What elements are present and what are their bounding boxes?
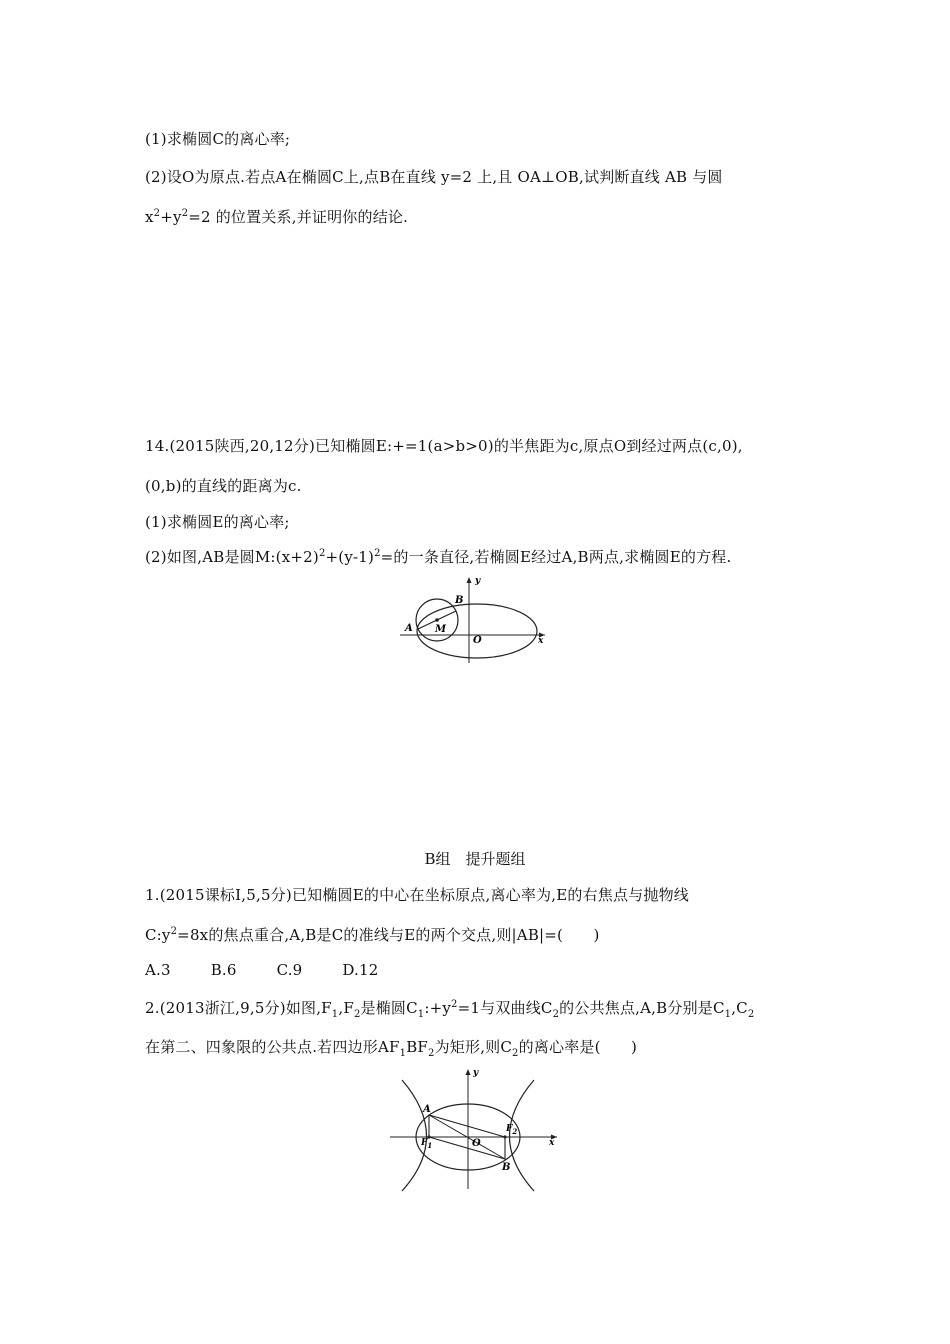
label-y: y bbox=[473, 1068, 479, 1078]
problem-14-question-2: (2)如图,AB是圆$M:(x+2)^2+(y-1)^2=$的一条直径,若椭圆E经过A,B两点,求椭圆E的方程. bbox=[145, 548, 732, 566]
y-axis-arrow bbox=[467, 577, 472, 583]
label-y: y bbox=[475, 576, 481, 586]
option-a: A.3 bbox=[145, 961, 171, 979]
label-O: O bbox=[472, 1138, 481, 1149]
label-M: M bbox=[435, 624, 447, 635]
problem-14-line-1: 14.(2015陕西,20,12分)已知椭圆E:+=1(a>b>0)的半焦距为c,原点O到经过两点(c,0), bbox=[145, 437, 743, 455]
label-A: A bbox=[423, 1104, 431, 1115]
label-O: O bbox=[473, 635, 482, 646]
label-B: B bbox=[502, 1162, 511, 1173]
label-F1: $F_1$ bbox=[421, 1138, 433, 1150]
figure-ellipse-hyperbola bbox=[385, 1065, 565, 1193]
question-1: (1)求椭圆C的离心率; bbox=[145, 130, 291, 148]
b-problem-2-line-1: 2.(2013浙江,9,5分)如图$,F_1,F_2$是椭圆$C_1:+y^2=1$与双曲线$C_2$的公共焦点,A,B分别是$C_1,C_2$ bbox=[145, 999, 755, 1020]
point-F2 bbox=[503, 1135, 506, 1138]
label-x: x bbox=[538, 636, 544, 646]
option-d: D.12 bbox=[342, 961, 379, 979]
option-b: B.6 bbox=[210, 961, 237, 979]
b-problem-1-line-1: 1.(2015课标Ⅰ,5,5分)已知椭圆E的中心在坐标原点,离心率为,E的右焦点与抛物线 bbox=[145, 886, 689, 904]
label-A: A bbox=[405, 623, 413, 634]
problem-14-question-1: (1)求椭圆E的离心率; bbox=[145, 513, 290, 531]
option-c: C.9 bbox=[276, 961, 303, 979]
question-2-line-2: $x^2+y^2=2$ 的位置关系,并证明你的结论. bbox=[145, 208, 409, 226]
label-B: B bbox=[455, 595, 464, 606]
label-F2: $F_2$ bbox=[506, 1124, 518, 1136]
hyperbola-left-branch bbox=[402, 1080, 427, 1191]
question-2-line-1: (2)设O为原点.若点A在椭圆C上,点B在直线 y=2 上,且 OA⊥OB,试判断直线 AB 与圆 bbox=[145, 168, 723, 186]
group-b-heading: B组 提升题组 bbox=[424, 850, 526, 868]
point-F1 bbox=[427, 1135, 430, 1138]
b-problem-1-options bbox=[145, 961, 379, 979]
b-problem-1-line-2: $C:y^2=8x$的焦点重合,A,B是C的准线与E的两个交点,则|AB|=( ) bbox=[145, 926, 600, 944]
figure-ellipse-circle bbox=[395, 573, 555, 665]
problem-14-line-2: (0,b)的直线的距离为c. bbox=[145, 477, 302, 495]
y-axis-arrow bbox=[466, 1069, 471, 1075]
label-x: x bbox=[549, 1138, 555, 1148]
center-M-point bbox=[435, 618, 439, 622]
b-problem-2-line-2: 在第二、四象限的公共点.若四边形$AF_1BF_2$为矩形,则$C_2$的离心率是( ) bbox=[145, 1038, 638, 1059]
